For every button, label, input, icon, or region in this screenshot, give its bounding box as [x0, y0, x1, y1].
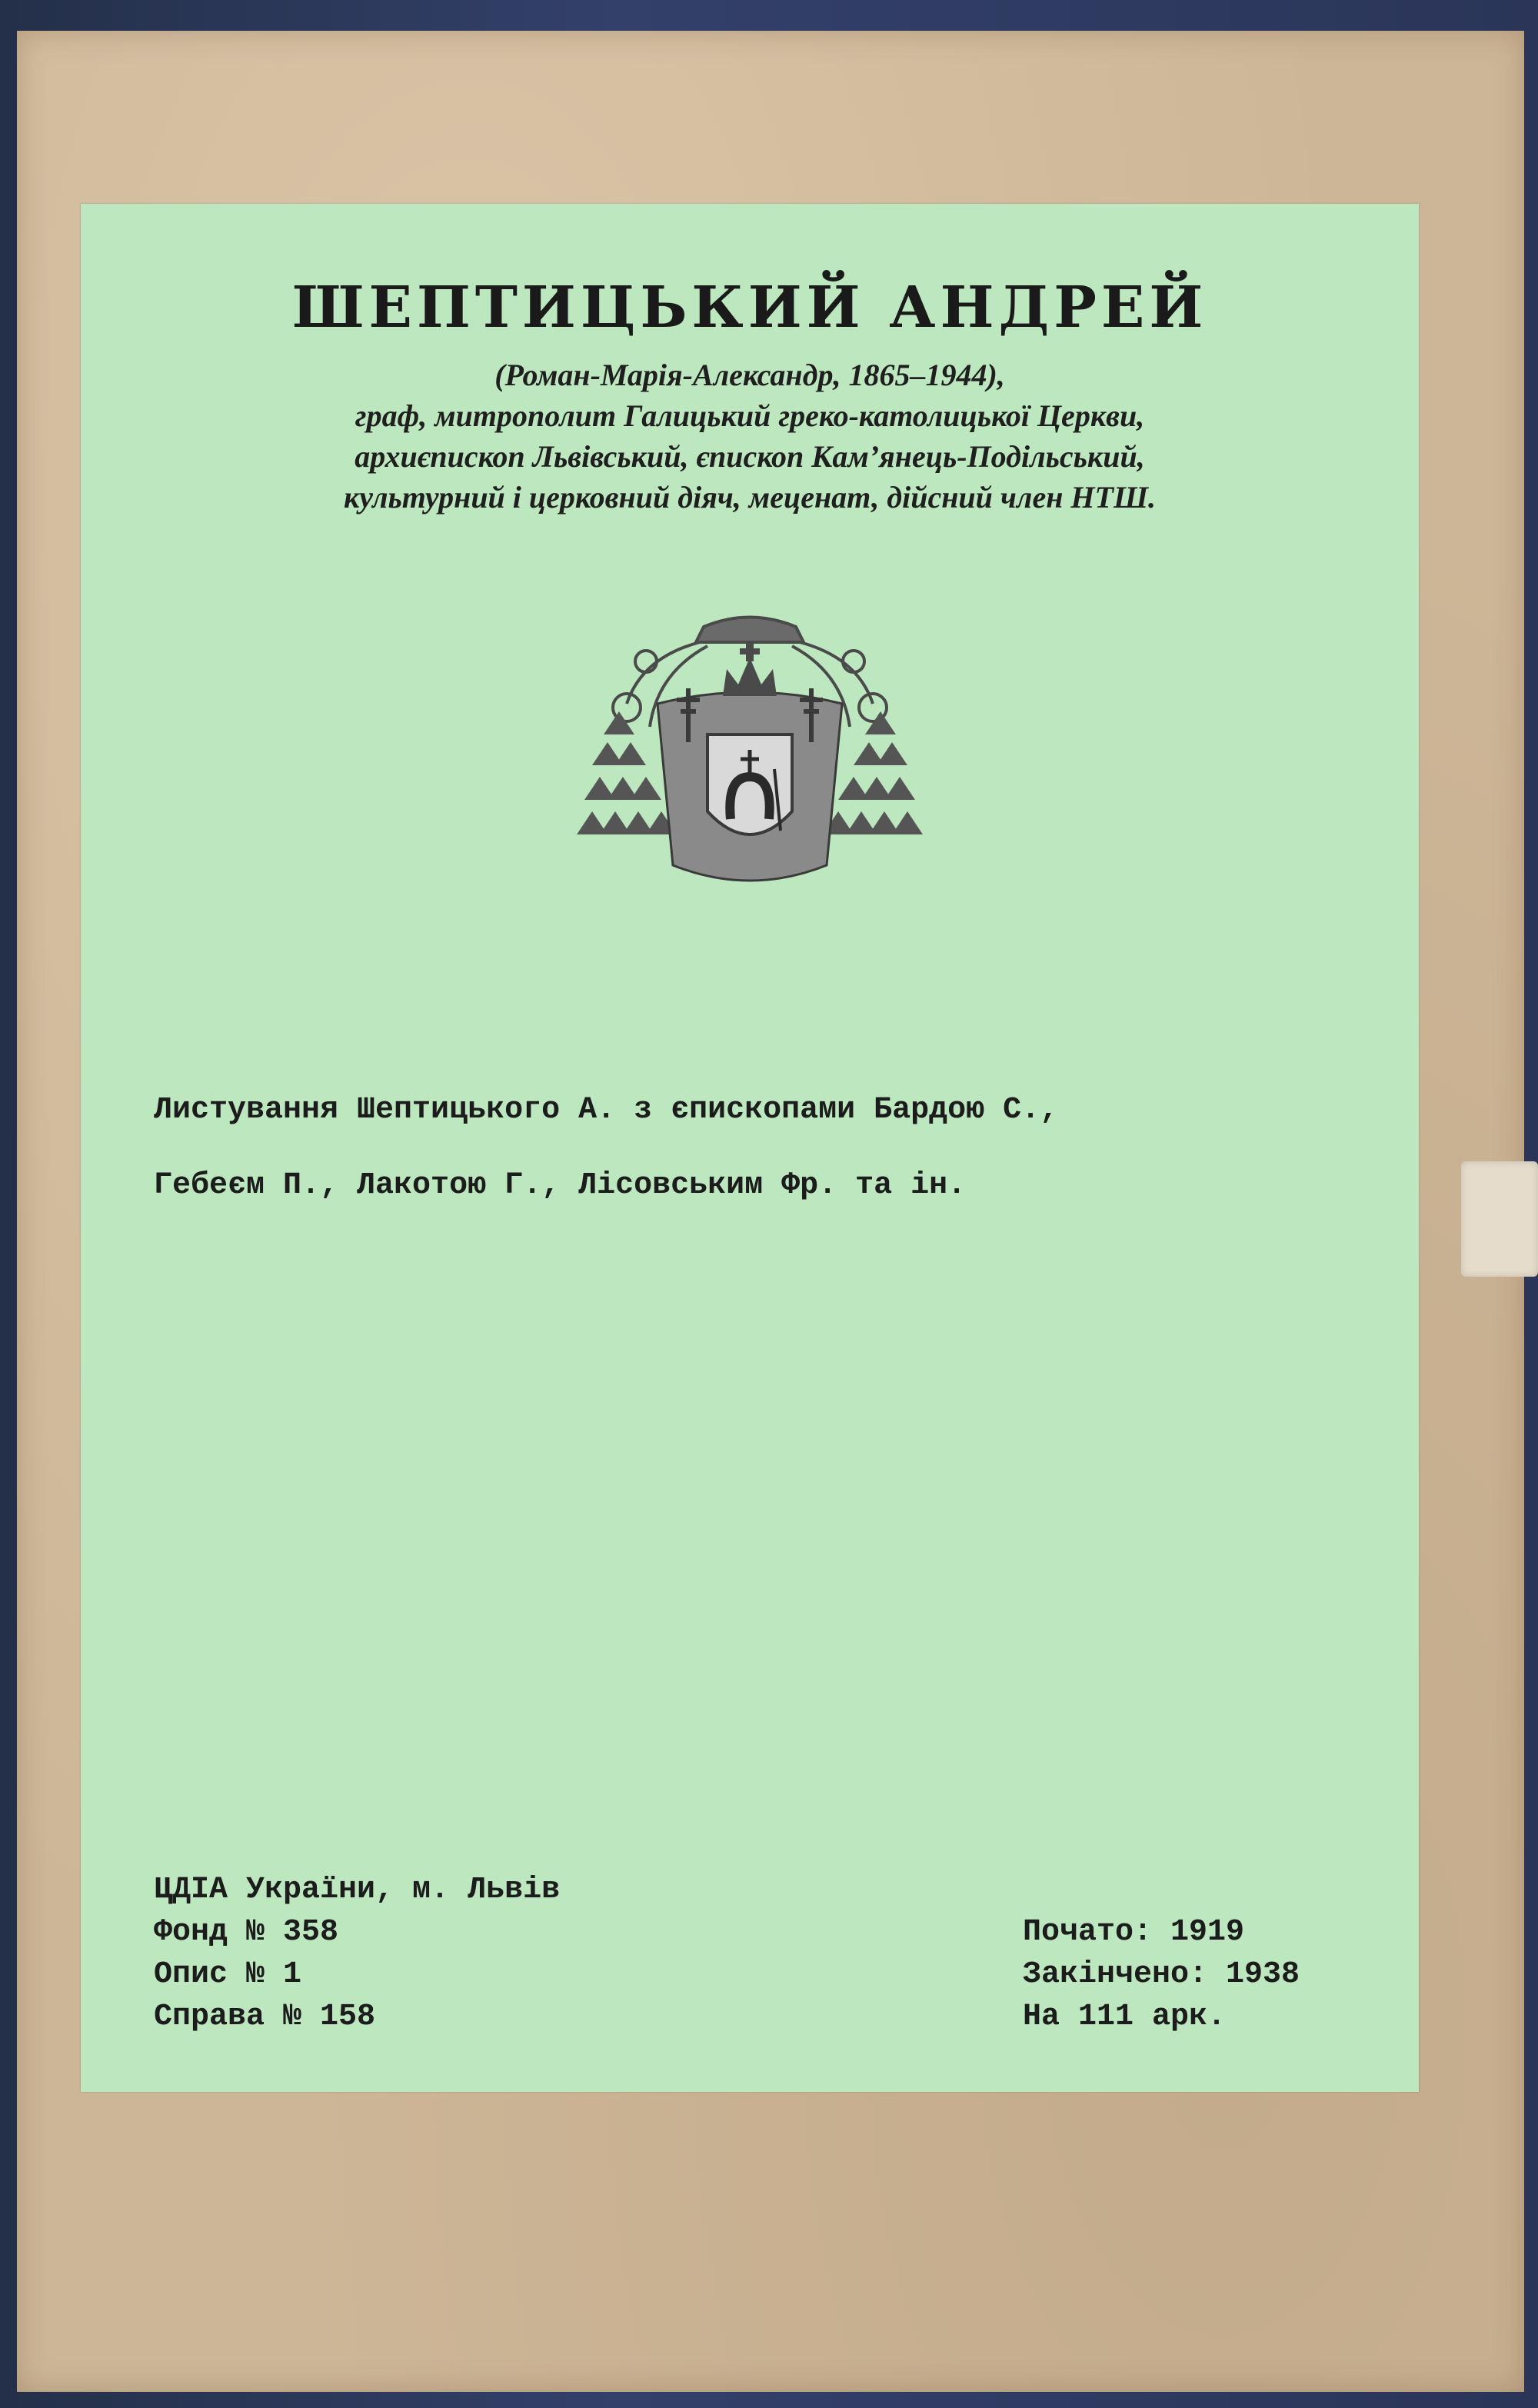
description-line: Гебеєм П., Лакотою Г., Лісовським Фр. та ін. — [154, 1168, 967, 1203]
cover-label — [81, 204, 1419, 2092]
file-dates — [1023, 1911, 1300, 2038]
subtitle-line: архиєпископ Львівський, єпископ Кам’янець-Подільський, — [355, 439, 1145, 474]
archive-fond: Фонд № 358 — [154, 1915, 339, 1950]
archive-reference — [154, 1869, 560, 2038]
archive-sprava: Справа № 158 — [154, 2000, 376, 2034]
sheet-count: На 111 арк. — [1023, 2000, 1227, 2034]
person-description — [81, 355, 1419, 518]
subtitle-line: культурний і церковний діяч, меценат, дійсний член НТШ. — [344, 480, 1156, 515]
date-started: Почато: 1919 — [1023, 1915, 1245, 1950]
subtitle-line: (Роман-Марія-Александр, 1865–1944), — [494, 358, 1005, 392]
archive-opys: Опис № 1 — [154, 1957, 302, 1992]
date-finished: Закінчено: 1938 — [1023, 1957, 1300, 1992]
archive-institution: ЦДІА України, м. Львів — [154, 1873, 561, 1907]
file-description — [154, 1073, 1384, 1224]
person-name-title: ШЕПТИЦЬКИЙ АНДРЕЙ — [291, 275, 1208, 341]
subtitle-line: граф, митрополит Галицький греко-католицької Церкви, — [355, 398, 1145, 433]
coat-of-arms-icon — [573, 611, 927, 904]
description-line: Листування Шептицького А. з єпископами Бардою С., — [154, 1093, 1059, 1127]
folder-tie-tape — [1461, 1161, 1538, 1277]
